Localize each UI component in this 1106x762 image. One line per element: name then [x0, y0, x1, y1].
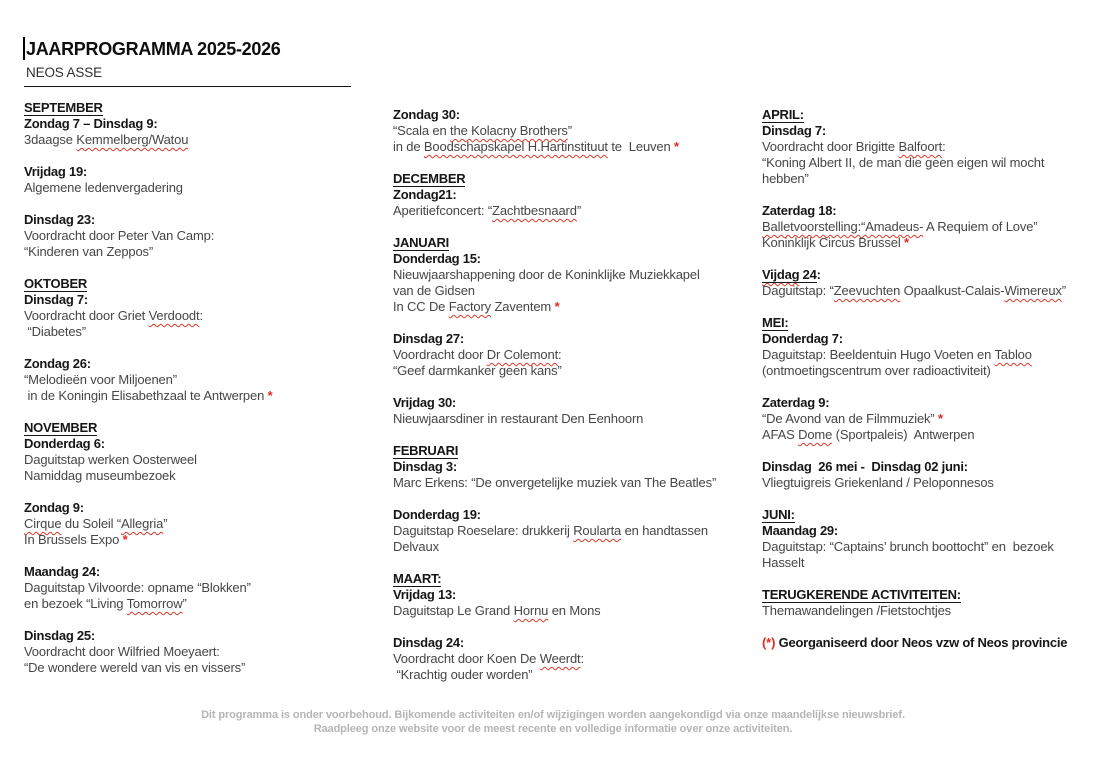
asterisk-marker: *	[938, 411, 943, 426]
date-label: Maandag 24:	[24, 564, 100, 579]
text-line	[393, 251, 716, 267]
footer-disclaimer	[0, 708, 1106, 736]
date-label: Vrijdag 19:	[24, 164, 87, 179]
date-label: Dinsdag 25:	[24, 628, 95, 643]
text-line	[393, 123, 716, 139]
misspelled-word: Verdoodt	[148, 308, 200, 323]
event-text: In Brussels Expo	[24, 532, 123, 547]
event-group	[762, 459, 1067, 491]
event-group	[393, 235, 716, 315]
footer-line-1: Dit programma is onder voorbehoud. Bijkomende activiteiten en/of wijzigingen worden aangekondigd via onze maandelijkse nieuwsbrief.	[201, 709, 905, 721]
event-group	[393, 443, 716, 491]
event-group	[762, 395, 1067, 443]
month-heading: NOVEMBER	[24, 420, 98, 435]
misspelled-word: Factory	[448, 299, 492, 314]
event-text: :	[558, 347, 562, 362]
misspelled-word: Wimereux	[1004, 283, 1062, 298]
misspelled-word: Kemmelberg/Watou	[76, 132, 189, 147]
text-line	[762, 203, 1067, 219]
misspelled-word: Dome	[798, 427, 833, 442]
text-line	[24, 452, 273, 468]
event-group	[24, 164, 273, 196]
event-group	[762, 587, 1067, 619]
event-text: en bezoek “Living	[24, 596, 127, 611]
misspelled-word: Vijdag	[762, 267, 800, 282]
text-line	[393, 395, 716, 411]
text-line	[393, 539, 716, 555]
month-heading: DECEMBER	[393, 171, 466, 186]
text-line	[24, 372, 273, 388]
text-line	[24, 276, 273, 292]
event-text: :	[942, 139, 946, 154]
page-subtitle: NEOS ASSE	[26, 65, 102, 80]
date-label: Donderdag 6:	[24, 436, 105, 451]
misspelled-word: Hornu	[513, 603, 549, 618]
event-group	[393, 507, 716, 555]
text-line	[393, 459, 716, 475]
date-label: Dinsdag 24:	[393, 635, 464, 650]
text-line	[393, 299, 716, 315]
text-line	[393, 651, 716, 667]
event-group	[24, 420, 273, 484]
event-group	[393, 571, 716, 619]
event-text: du Soleil “	[61, 516, 122, 531]
text-line	[24, 100, 273, 116]
asterisk-marker: *	[674, 139, 679, 154]
text-line	[393, 523, 716, 539]
event-text: Nieuwjaarsdiner in restaurant Den Eenhoorn	[393, 411, 644, 426]
text-line	[762, 603, 1067, 619]
text-line	[24, 596, 273, 612]
text-line	[24, 516, 273, 532]
event-text: ”	[1061, 283, 1066, 298]
asterisk-marker: *	[267, 388, 273, 403]
program-column-3	[762, 107, 1067, 667]
event-group	[24, 356, 273, 404]
date-label: Dinsdag 7:	[24, 292, 88, 307]
text-line	[393, 107, 716, 123]
asterisk-marker: *	[122, 532, 128, 547]
event-text: “Kinderen van Zeppos”	[24, 244, 154, 259]
misspelled-word: Tomorrow	[126, 596, 183, 611]
text-line	[24, 468, 273, 484]
month-heading: OKTOBER	[24, 276, 88, 291]
event-text: “Koning Albert II, de man die geen eigen wil mocht	[762, 155, 1045, 170]
event-text: Opaalkust-Calais-	[900, 283, 1005, 298]
text-line	[762, 523, 1067, 539]
event-text: Daguitstap werken Oosterweel	[24, 452, 197, 467]
text-line	[24, 356, 273, 372]
text-line	[762, 555, 1067, 571]
event-text: ”	[163, 516, 168, 531]
misspelled-word: Weerdt	[539, 651, 581, 666]
event-text: Delvaux	[393, 539, 439, 554]
event-text: Marc Erkens: “De onvergetelijke muziek van The Beatles”	[393, 475, 717, 490]
event-group	[24, 276, 273, 340]
text-line	[762, 155, 1067, 171]
asterisk-marker: (*)	[762, 635, 776, 650]
text-line	[393, 267, 716, 283]
event-text: Aperitiefconcert: “	[393, 203, 493, 218]
text-line	[762, 331, 1067, 347]
misspelled-word: Balfoort	[898, 139, 943, 154]
event-group	[393, 107, 716, 155]
event-text: Voordracht door Wilfried Moeyaert:	[24, 644, 220, 659]
text-line	[393, 187, 716, 203]
date-label: :	[816, 267, 821, 282]
event-text: Daguitstap: Beeldentuin Hugo Voeten en	[762, 347, 995, 362]
asterisk-marker: *	[554, 299, 560, 314]
date-label: Zaterdag 18:	[762, 203, 837, 218]
text-line	[24, 580, 273, 596]
text-line	[762, 475, 1067, 491]
event-text: Algemene ledenvergadering	[24, 180, 183, 195]
month-heading: APRIL:	[762, 107, 804, 122]
text-line	[393, 139, 716, 155]
month-heading: MEI:	[762, 315, 789, 330]
text-line	[24, 132, 273, 148]
date-label: Zondag 30:	[393, 107, 460, 122]
misspelled-word: Roularta	[573, 523, 622, 538]
month-heading: 24	[799, 267, 817, 282]
event-text: (Sportpaleis) Antwerpen	[832, 427, 975, 442]
text-line	[762, 267, 1067, 283]
misspelled-word: Cirque	[24, 516, 62, 531]
event-group	[393, 171, 716, 219]
event-text: “Geef darmkanker geen kans”	[393, 363, 562, 378]
text-line	[762, 427, 1067, 443]
event-text: Nieuwjaarshappening door de Koninklijke Muziekkapel	[393, 267, 700, 282]
text-line	[393, 283, 716, 299]
event-text: “De Avond van de Filmmuziek”	[762, 411, 939, 426]
text-line	[393, 603, 716, 619]
event-group	[393, 635, 716, 683]
text-line	[762, 123, 1067, 139]
month-heading: SEPTEMBER	[24, 100, 103, 115]
month-heading: TERUGKERENDE ACTIVITEITEN:	[762, 587, 961, 602]
date-label: Zaterdag 9:	[762, 395, 830, 410]
event-group	[762, 507, 1067, 571]
month-heading: JANUARI	[393, 235, 450, 250]
text-line	[762, 411, 1067, 427]
event-text: “Melodieën voor Miljoenen”	[24, 372, 177, 387]
text-line	[393, 475, 716, 491]
text-line	[24, 212, 273, 228]
event-group	[762, 107, 1067, 187]
event-text: “Diabetes”	[24, 324, 86, 339]
text-line	[762, 459, 1067, 475]
event-group	[24, 564, 273, 612]
month-heading: FEBRUARI	[393, 443, 459, 458]
text-line	[393, 443, 716, 459]
event-group	[393, 331, 716, 379]
text-line	[393, 507, 716, 523]
text-line	[24, 164, 273, 180]
event-text: :	[580, 651, 584, 666]
page-title: JAARPROGRAMMA 2025-2026	[26, 39, 281, 59]
event-group	[393, 395, 716, 427]
event-text: AFAS	[762, 427, 799, 442]
text-line	[393, 635, 716, 651]
text-line	[762, 235, 1067, 251]
event-group	[762, 315, 1067, 379]
text-line	[762, 395, 1067, 411]
text-line	[24, 308, 273, 324]
event-text: Voordracht door Peter Van Camp:	[24, 228, 215, 243]
program-column-1	[24, 100, 273, 692]
date-label: Vrijdag 30:	[393, 395, 456, 410]
event-text: Daguitstap Vilvoorde: opname “Blokken”	[24, 580, 251, 595]
event-group	[24, 628, 273, 676]
text-line	[24, 116, 273, 132]
text-line	[762, 107, 1067, 123]
event-text: in de Koningin Elisabethzaal te Antwerpen	[24, 388, 268, 403]
text-line	[24, 644, 273, 660]
text-line	[24, 324, 273, 340]
misspelled-word: Balletvoorstelling:“Amadeus-	[762, 219, 924, 234]
event-text: ”	[576, 203, 581, 218]
text-line	[24, 388, 273, 404]
event-text: ”	[182, 596, 187, 611]
event-group	[24, 212, 273, 260]
text-line	[24, 628, 273, 644]
text-line	[24, 532, 273, 548]
event-text: ”	[567, 123, 572, 138]
date-label: Zondag 9:	[24, 500, 84, 515]
event-text: Daguitstap Le Grand	[393, 603, 514, 618]
event-text: hebben”	[762, 171, 809, 186]
text-line	[762, 171, 1067, 187]
event-group	[24, 500, 273, 548]
text-line	[762, 283, 1067, 299]
event-text: Hasselt	[762, 555, 805, 570]
event-text: Voordracht door	[393, 347, 487, 362]
date-label: Georganiseerd door Neos vzw of Neos provincie	[775, 635, 1068, 650]
text-line	[762, 219, 1067, 235]
text-line	[24, 660, 273, 676]
event-text: en handtassen	[621, 523, 708, 538]
event-text: “De wondere wereld van vis en vissers”	[24, 660, 246, 675]
event-text: “Krachtig ouder worden”	[393, 667, 533, 682]
text-line	[24, 436, 273, 452]
event-text: in de	[393, 139, 424, 154]
event-text: Zaventem	[491, 299, 555, 314]
date-label: Dinsdag 27:	[393, 331, 464, 346]
program-column-2	[393, 107, 716, 699]
event-text: “Scala en	[393, 123, 451, 138]
misspelled-word: Dr Colemont	[486, 347, 559, 362]
text-line	[762, 507, 1067, 523]
text-line	[762, 315, 1067, 331]
event-text: van de Gidsen	[393, 283, 475, 298]
event-group	[762, 635, 1067, 651]
event-text: (ontmoetingscentrum over radioactiviteit)	[762, 363, 991, 378]
event-text: Daguitstap: “Captains’ brunch boottocht” en bezoek	[762, 539, 1054, 554]
text-line	[393, 587, 716, 603]
event-text: Voordracht door Brigitte	[762, 139, 899, 154]
text-line	[393, 411, 716, 427]
text-line	[393, 363, 716, 379]
text-line	[762, 347, 1067, 363]
title-divider	[24, 86, 351, 87]
event-group	[24, 100, 273, 148]
text-line	[393, 667, 716, 683]
date-label: Zondag 7 – Dinsdag 9:	[24, 116, 158, 131]
text-line	[24, 180, 273, 196]
text-line	[393, 347, 716, 363]
text-line	[24, 228, 273, 244]
text-line	[762, 539, 1067, 555]
text-line	[762, 635, 1067, 651]
text-line	[393, 235, 716, 251]
event-text: en Mons	[548, 603, 601, 618]
date-label: Donderdag 15:	[393, 251, 481, 266]
date-label: Dinsdag 3:	[393, 459, 457, 474]
date-label: Dinsdag 23:	[24, 212, 95, 227]
event-text: A Requiem of Love”	[923, 219, 1038, 234]
event-text: Themawandelingen /Fietstochtjes	[762, 603, 952, 618]
date-label: Donderdag 19:	[393, 507, 481, 522]
event-text: Voordracht door Griet	[24, 308, 149, 323]
event-text: Namiddag museumbezoek	[24, 468, 176, 483]
event-group	[762, 267, 1067, 299]
event-text: Voordracht door Koen De	[393, 651, 540, 666]
text-line	[762, 587, 1067, 603]
date-label: Donderdag 7:	[762, 331, 843, 346]
event-text: Vliegtuigreis Griekenland / Peloponnesos	[762, 475, 994, 490]
date-label: Dinsdag 7:	[762, 123, 826, 138]
text-line	[24, 292, 273, 308]
text-line	[393, 331, 716, 347]
misspelled-word: Zachtbesnaard	[492, 203, 577, 218]
month-heading: JUNI:	[762, 507, 795, 522]
text-line	[762, 139, 1067, 155]
event-text: te Leuven	[607, 139, 674, 154]
text-line	[24, 564, 273, 580]
misspelled-word: the Kolacny Brothers	[450, 123, 568, 138]
misspelled-word: Boodschapskapel H.Hartinstituut	[423, 139, 608, 154]
event-text: Daguitstap Roeselare: drukkerij	[393, 523, 574, 538]
text-line	[24, 420, 273, 436]
event-text: In CC De	[393, 299, 449, 314]
date-label: Maandag 29:	[762, 523, 838, 538]
event-group	[762, 203, 1067, 251]
date-label: Dinsdag 26 mei - Dinsdag 02 juni:	[762, 459, 968, 474]
event-text: 3daagse	[24, 132, 77, 147]
event-text: Daguitstap: “	[762, 283, 834, 298]
month-heading: MAART:	[393, 571, 442, 586]
date-label: Zondag 26:	[24, 356, 91, 371]
misspelled-word: Allegria	[121, 516, 164, 531]
text-line	[762, 363, 1067, 379]
event-text: Koninklijk Circus Brussel	[762, 235, 905, 250]
date-label: Vrijdag 13:	[393, 587, 456, 602]
text-cursor	[23, 37, 25, 60]
date-label: Zondag21:	[393, 187, 457, 202]
text-line	[24, 500, 273, 516]
misspelled-word: Zeevuchten	[833, 283, 901, 298]
text-line	[393, 571, 716, 587]
text-line	[24, 244, 273, 260]
event-text: :	[199, 308, 203, 323]
misspelled-word: Tabloo	[994, 347, 1032, 362]
asterisk-marker: *	[904, 235, 909, 250]
footer-line-2: Raadpleeg onze website voor de meest recente en volledige informatie over onze activiteiten.	[313, 723, 793, 735]
text-line	[393, 203, 716, 219]
text-line	[393, 171, 716, 187]
